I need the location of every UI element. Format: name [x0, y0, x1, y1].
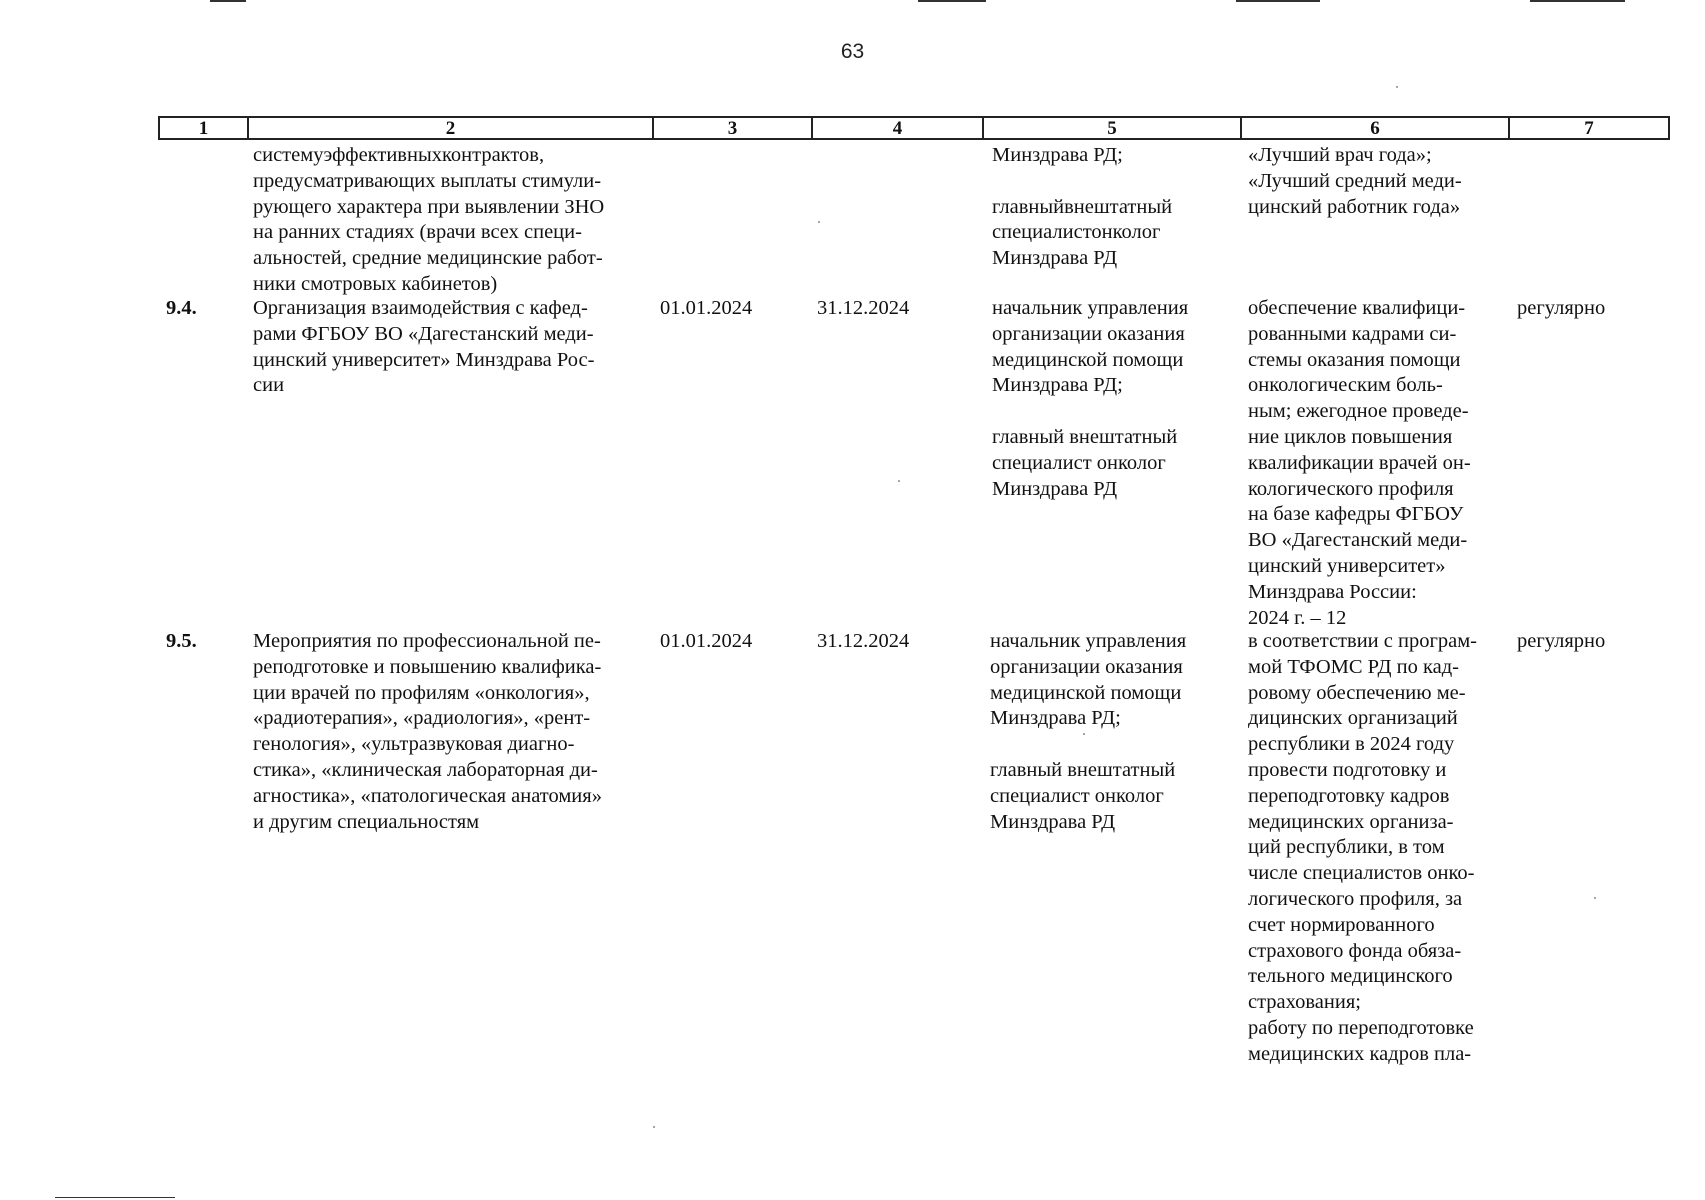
- row-9-5-responsible: начальник управления организации оказания медицинской помощи Минздрава РД; главный внештатный специалист онколог Минздрава РД: [990, 630, 1187, 833]
- row-9-4-frequency: регулярно: [1517, 297, 1606, 319]
- row-9-5-result: в соответствии с програм- мой ТФОМС РД по кад- ровому обеспечению ме- дицинских организаций республики в 2024 году провести подготовку и переподготовку кадров медицинских организа- ций республики, в том числе специалистов онко- логического профиля, за счет нормированного страхового фонда обяза- тельного медицинского страхования; работу по переподготовке медицинских кадров пла-: [1248, 630, 1478, 1065]
- header-cell-7: 7: [1584, 118, 1594, 139]
- scan-edge-line: [210, 0, 246, 2]
- row-number-9-5: 9.5.: [166, 630, 197, 652]
- continued-responsible-cell: Минздрава РД; главныйвнештатный специалистонколог Минздрава РД: [992, 144, 1173, 270]
- continued-result-cell: «Лучший врач года»; «Лучший средний меди- цинский работник года»: [1248, 144, 1462, 218]
- header-cell-3: 3: [654, 118, 813, 138]
- scan-edge-line: [1530, 0, 1625, 2]
- scan-speck: [1396, 86, 1398, 88]
- scan-speck: [898, 480, 900, 482]
- row-9-4-start-date: 01.01.2024: [660, 297, 753, 319]
- continued-description-cell: системуэффективныхконтрактов, предусматривающих выплаты стимули- рующего характера при выявлении ЗНО на ранних стадиях (врачи всех специ- альностей, средние медицинские работ- ники смотровых кабинетов): [253, 144, 605, 295]
- row-9-5-description: Мероприятия по профессиональной пе- реподготовке и повышению квалифика- ции врачей по профилям «онкология», «радиотерапия», «радиология», «рент- генология», «ультразвуковая диагно- стика», «клиническая лабораторная ди- агностика», «патологическая анатомия» и другим специальностям: [253, 630, 602, 833]
- header-cell-1: 1: [160, 118, 249, 138]
- row-9-4-end-date: 31.12.2024: [817, 297, 910, 319]
- scan-speck: [818, 221, 820, 223]
- row-number-9-4: 9.4.: [166, 297, 197, 319]
- row-9-4-responsible: начальник управления организации оказания медицинской помощи Минздрава РД; главный внештатный специалист онколог Минздрава РД: [992, 297, 1189, 500]
- header-cell-4: 4: [813, 118, 984, 138]
- row-9-5-end-date: 31.12.2024: [817, 630, 910, 652]
- page-number: 63: [840, 40, 865, 63]
- header-cell-6: 6: [1242, 118, 1510, 138]
- row-9-5-frequency: регулярно: [1517, 630, 1606, 652]
- table-header-row: [158, 116, 1670, 140]
- header-cell-2: 2: [249, 118, 654, 138]
- row-9-4-result: обеспечение квалифици- рованными кадрами си- стемы оказания помощи онкологическим боль- ным; ежегодное проведе- ние циклов повышения квалификации врачей он- кологического профиля на базе кафедры ФГБОУ ВО «Дагестанский меди- цинский университет» Минздрава России: 2024 г. – 12: [1248, 297, 1471, 629]
- scan-speck: [653, 1126, 655, 1128]
- header-cell-5: 5: [984, 118, 1242, 138]
- scan-edge-line: [55, 1197, 175, 1198]
- scan-edge-line: [918, 0, 986, 2]
- scan-edge-line: [1236, 0, 1320, 2]
- row-9-5-start-date: 01.01.2024: [660, 630, 753, 652]
- row-9-4-description: Организация взаимодействия с кафед- рами ФГБОУ ВО «Дагестанский меди- цинский университет» Минздрава Рос- сии: [253, 297, 595, 397]
- scan-speck: [1594, 897, 1596, 899]
